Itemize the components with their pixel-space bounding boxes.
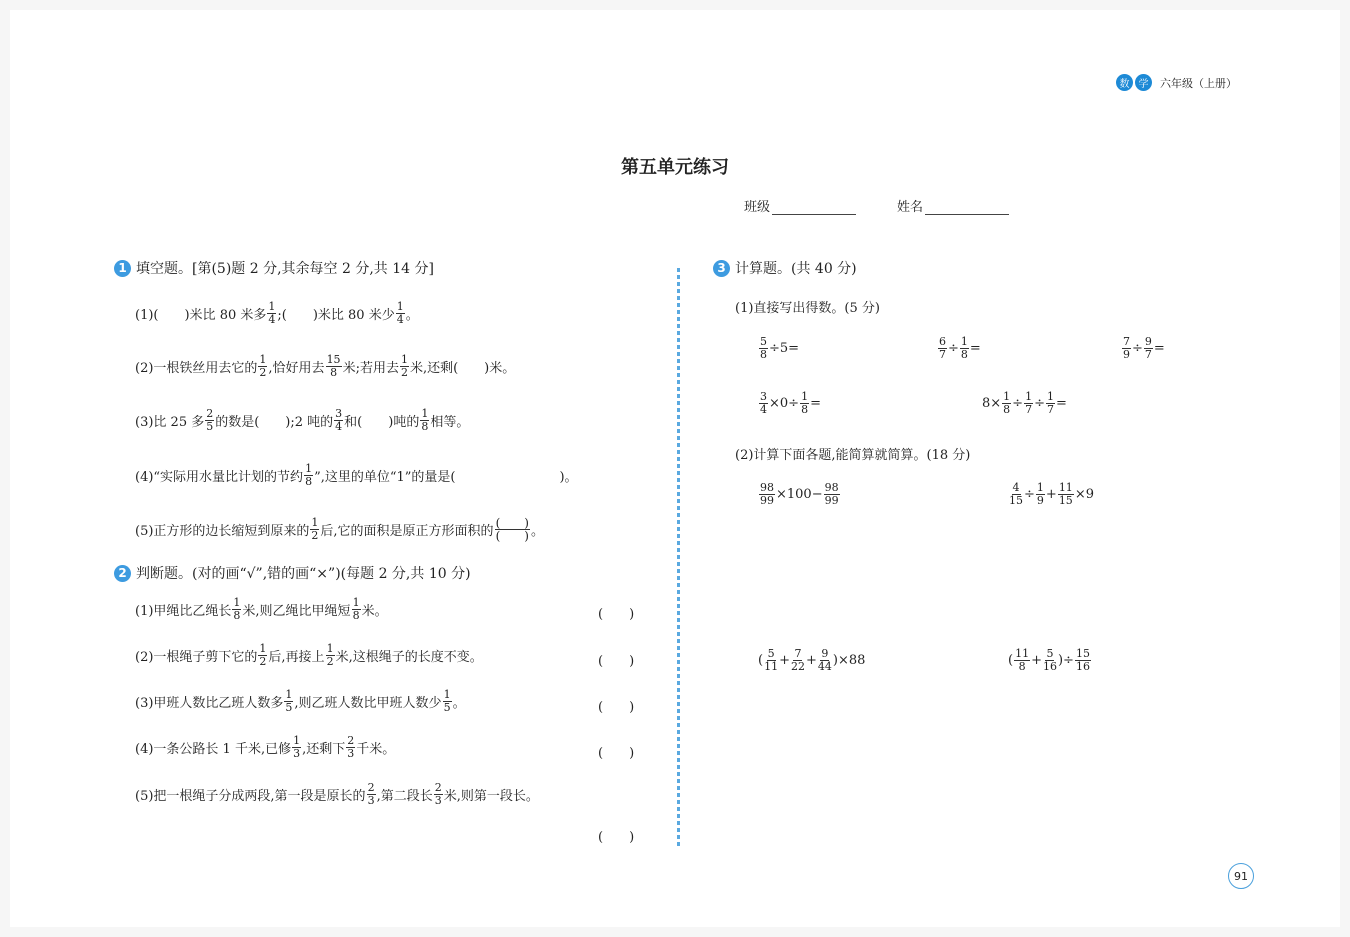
calc-e1: $\frac{5}{8}$ ÷5= [760, 335, 800, 361]
section-3-heading: 3 计算题。(共 40 分) [713, 258, 857, 278]
judge-q2: (2)一根绳子剪下它的 $\frac{1}{2}$ 后,再接上 $\frac{1}{2}$ 米,这根绳子的长度不变。 [135, 642, 483, 668]
calc-e2: $\frac{6}{7}$ ÷ $\frac{1}{8}$ = [939, 335, 981, 361]
subsection-2-label: (2)计算下面各题,能简算就简算。(18 分) [735, 448, 971, 463]
calc-c1: $\frac{98}{99}$ ×100− $\frac{98}{99}$ [760, 481, 839, 507]
calc-e3: $\frac{7}{9}$ ÷ $\frac{9}{7}$ = [1123, 335, 1165, 361]
calc-e4: $\frac{3}{4}$ ×0÷ $\frac{1}{8}$ = [760, 390, 821, 416]
fill-q2: (2)一根铁丝用去它的 $\frac{1}{2}$ ,恰好用去 $\frac{15}{8}$ 米;若用去 $\frac{1}{2}$ 米,还剩( )米。 [135, 353, 516, 379]
answer-paren-5[interactable]: ( ) [598, 830, 635, 845]
judge-q4: (4)一条公路长 1 千米,已修 $\frac{1}{3}$ ,还剩下 $\frac{2}{3}$ 千米。 [135, 734, 396, 760]
judge-q3: (3)甲班人数比乙班人数多 $\frac{1}{5}$ ,则乙班人数比甲班人数少 $\frac{1}{5}$ 。 [135, 688, 466, 714]
fill-q1: (1)( )米比 80 米多 $\frac{1}{4}$ ;( )米比 80 米少 $\frac{1}{4}$ 。 [135, 300, 419, 326]
answer-paren-2[interactable]: ( ) [598, 654, 635, 669]
answer-paren-3[interactable]: ( ) [598, 700, 635, 715]
answer-paren-1[interactable]: ( ) [598, 607, 635, 622]
page-header [1116, 74, 1237, 91]
page-number: 91 [1228, 863, 1254, 889]
answer-paren-4[interactable]: ( ) [598, 746, 635, 761]
fill-q3: (3)比 25 多 $\frac{2}{5}$ 的数是( );2 吨的 $\frac{3}{4}$ 和( )吨的 $\frac{1}{8}$ 相等。 [135, 407, 470, 433]
subject-badge-1: 数 [1116, 74, 1133, 91]
class-field[interactable]: 班级 [744, 196, 856, 215]
judge-q5: (5)把一根绳子分成两段,第一段是原长的 $\frac{2}{3}$ ,第二段长 $\frac{2}{3}$ 米,则第一段长。 [135, 781, 539, 807]
fill-q4: (4)“实际用水量比计划的节约 $\frac{1}{8}$ ”,这里的单位“1”的量是( )。 [135, 462, 578, 488]
subject-badge-2: 学 [1135, 74, 1152, 91]
name-field[interactable]: 姓名 [897, 196, 1009, 215]
calc-c3: ( $\frac{5}{11}$ + $\frac{7}{22}$ + $\frac{9}{44}$ )×88 [758, 647, 866, 673]
page-title: 第五单元练习 [621, 157, 729, 178]
calc-c4: ( $\frac{11}{8}$ + $\frac{5}{16}$ )÷ $\frac{15}{16}$ [1008, 647, 1090, 673]
fill-q5: (5)正方形的边长缩短到原来的 $\frac{1}{2}$ 后,它的面积是原正方形面积的 $\frac{( )}{( )}$ 。 [135, 516, 544, 543]
judge-q1: (1)甲绳比乙绳长 $\frac{1}{8}$ 米,则乙绳比甲绳短 $\frac{1}{8}$ 米。 [135, 596, 388, 622]
column-divider [677, 268, 680, 846]
calc-c2: $\frac{4}{15}$ ÷ $\frac{1}{9}$ + $\frac{11}{15}$ ×9 [1009, 481, 1094, 507]
section-1-heading: 1 填空题。[第(5)题 2 分,其余每空 2 分,共 14 分] [114, 258, 434, 278]
grade-label: 六年级（上册） [1160, 76, 1237, 90]
subsection-1-label: (1)直接写出得数。(5 分) [735, 301, 880, 316]
calc-e5: 8× $\frac{1}{8}$ ÷ $\frac{1}{7}$ ÷ $\frac{1}{7}$ = [982, 390, 1067, 416]
section-2-heading: 2 判断题。(对的画“√”,错的画“×”)(每题 2 分,共 10 分) [114, 563, 471, 583]
